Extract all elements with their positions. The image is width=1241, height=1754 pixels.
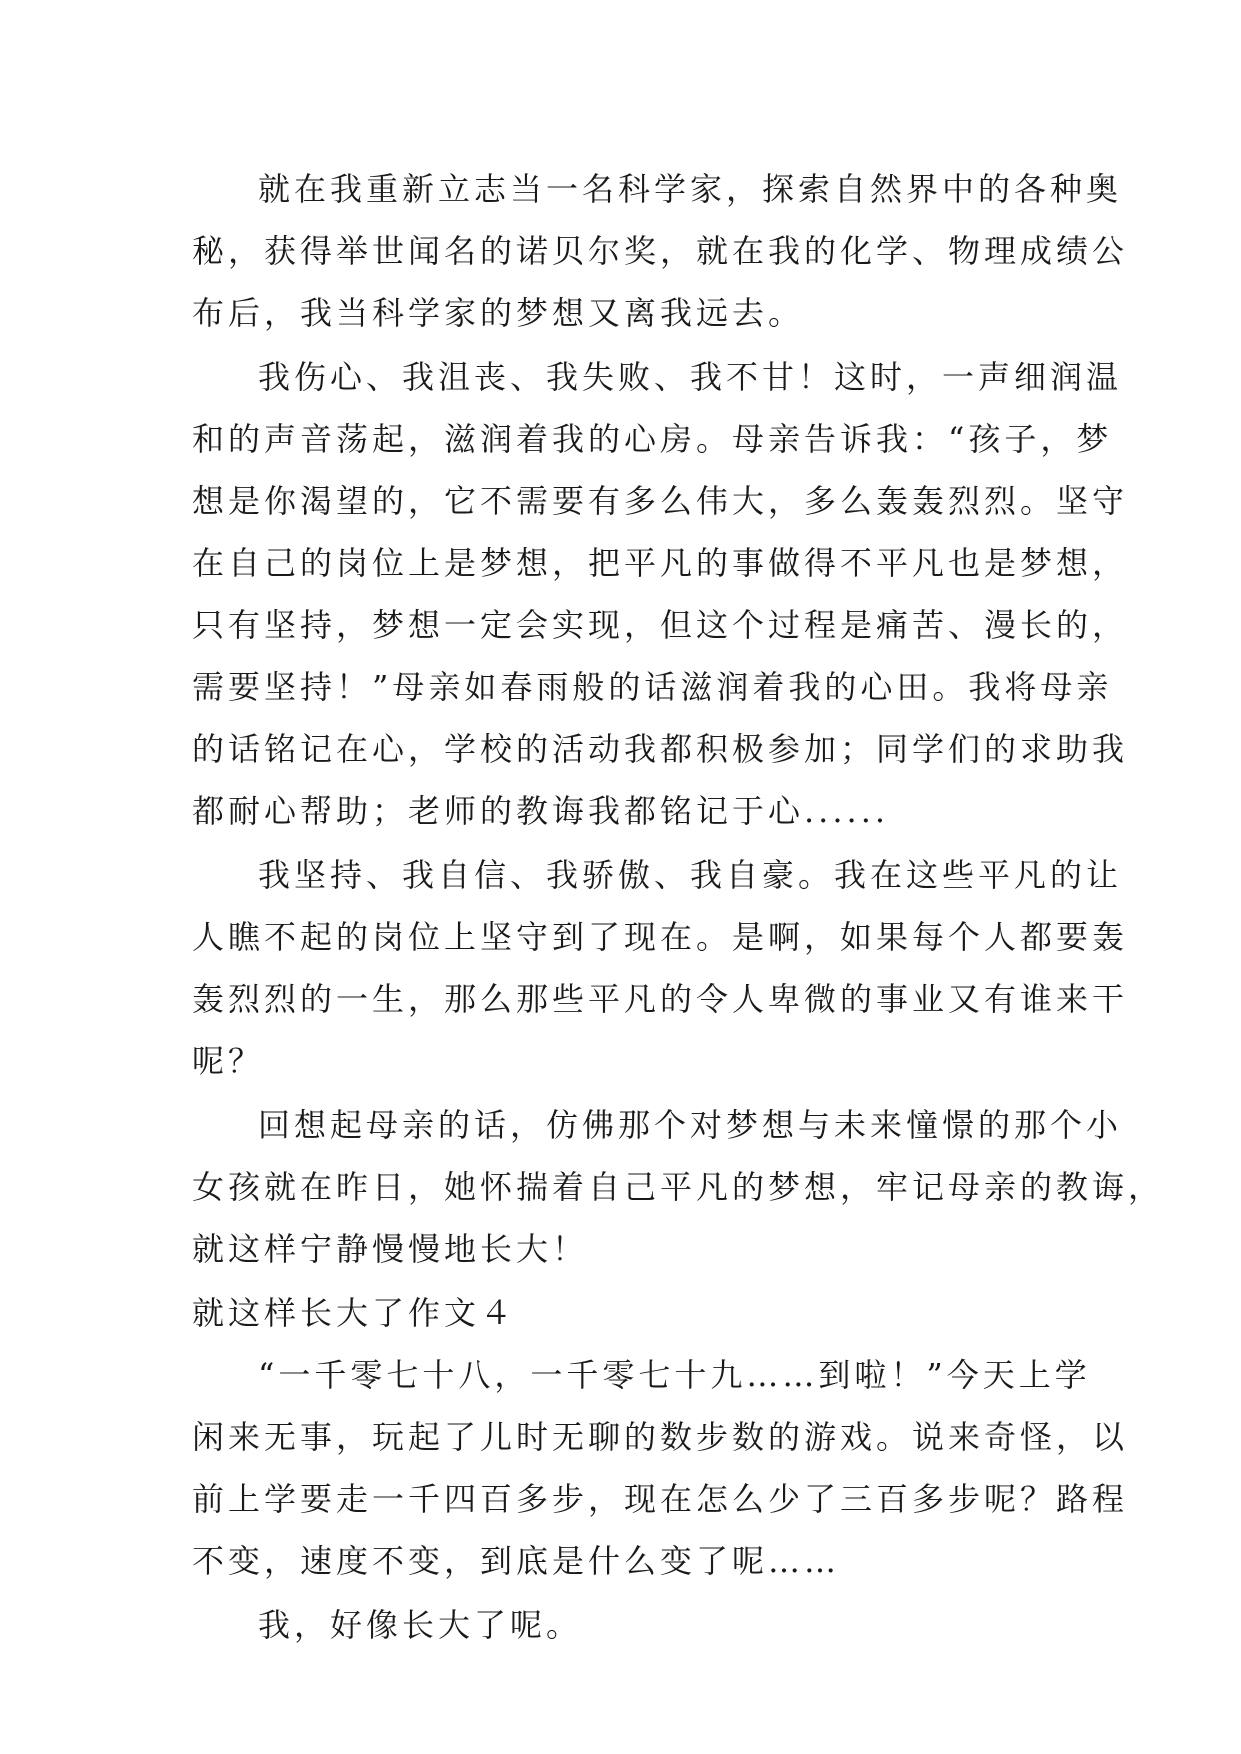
text-line: 我坚持、我自信、我骄傲、我自豪。我在这些平凡的让 — [258, 856, 1123, 894]
text-line: 轰烈烈的一生，那么那些平凡的令人卑微的事业又有谁来干 — [192, 980, 1129, 1018]
paragraph-1 — [192, 158, 1129, 344]
text-line: 就在我重新立志当一名科学家，探索自然界中的各种奥 — [258, 170, 1123, 208]
text-line: 前上学要走一千四百多步，现在怎么少了三百多步呢？路程 — [192, 1480, 1129, 1518]
text-line: 我伤心、我沮丧、我失败、我不甘！这时，一声细润温 — [258, 358, 1123, 396]
text-line: 在自己的岗位上是梦想，把平凡的事做得不平凡也是梦想， — [192, 544, 1129, 582]
text-line: 布后，我当科学家的梦想又离我远去。 — [192, 294, 805, 332]
text-line: 回想起母亲的话，仿佛那个对梦想与未来憧憬的那个小 — [258, 1106, 1123, 1144]
text-line: 和的声音荡起，滋润着我的心房。母亲告诉我：“孩子，梦 — [192, 420, 1113, 458]
text-line: 呢？ — [192, 1042, 265, 1080]
text-line: 女孩就在昨日，她怀揣着自己平凡的梦想，牢记母亲的教诲， — [192, 1168, 1165, 1206]
text-line: 都耐心帮助；老师的教诲我都铭记于心...... — [192, 792, 890, 830]
section-paragraph-2 — [192, 1594, 1050, 1656]
section-paragraph-1 — [192, 1344, 1129, 1592]
text-line: 我，好像长大了呢。 — [258, 1606, 583, 1644]
text-line: 想是你渴望的，它不需要有多么伟大，多么轰轰烈烈。坚守 — [192, 482, 1129, 520]
text-line: 的话铭记在心，学校的活动我都积极参加；同学们的求助我 — [192, 730, 1129, 768]
paragraph-2 — [192, 346, 1129, 842]
document-body — [192, 158, 1165, 1658]
text-line: 需要坚持！”母亲如春雨般的话滋润着我的心田。我将母亲 — [192, 668, 1113, 706]
text-line: 秘，获得举世闻名的诺贝尔奖，就在我的化学、物理成绩公 — [192, 232, 1129, 270]
text-line: 只有坚持，梦想一定会实现，但这个过程是痛苦、漫长的， — [192, 606, 1129, 644]
text-line: 人瞧不起的岗位上坚守到了现在。是啊，如果每个人都要轰 — [192, 918, 1129, 956]
text-line: 闲来无事，玩起了儿时无聊的数步数的游戏。说来奇怪，以 — [192, 1418, 1129, 1456]
text-line: 不变，速度不变，到底是什么变了呢…… — [192, 1542, 841, 1580]
paragraph-3 — [192, 844, 1129, 1092]
text-line: 就这样宁静慢慢地长大！ — [192, 1230, 589, 1268]
text-line: “一千零七十八，一千零七十九……到啦！”今天上学 — [258, 1356, 1091, 1394]
paragraph-4 — [192, 1094, 1165, 1280]
section-title: 就这样长大了作文４ — [192, 1294, 517, 1332]
